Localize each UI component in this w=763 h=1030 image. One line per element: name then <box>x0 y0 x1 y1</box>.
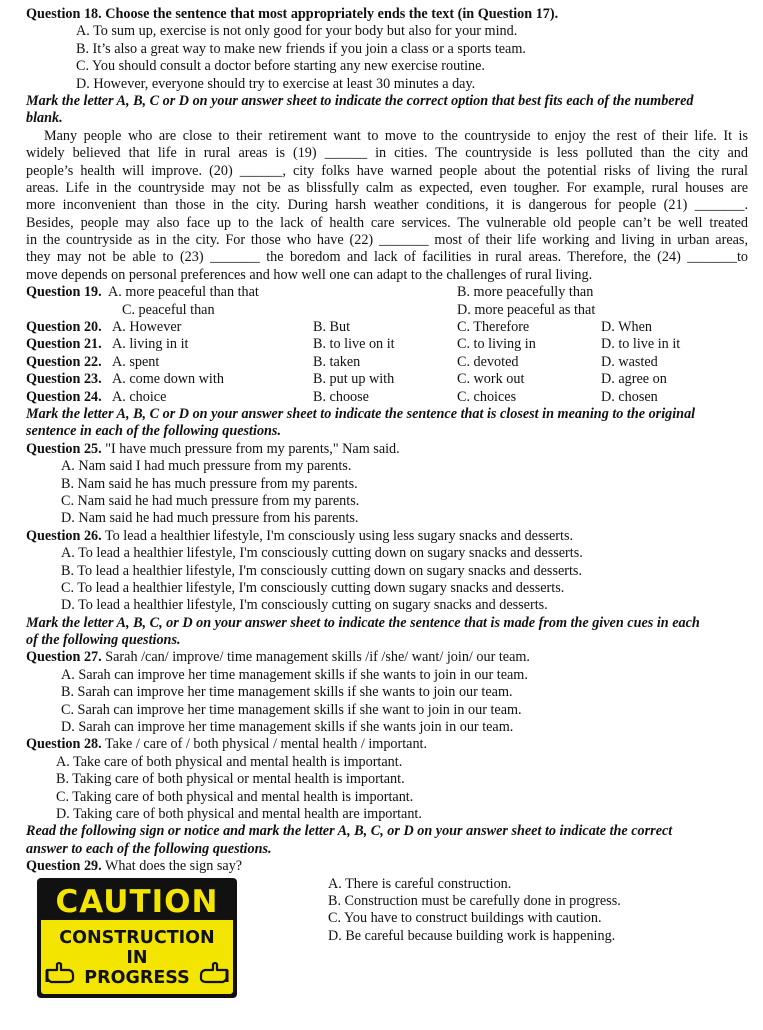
q20-row <box>26 319 748 336</box>
passage-line-2: widely believed that life in rural areas is (19) ______ in cities. The countryside is less polluted than the city and <box>26 145 748 162</box>
passage-line-4: areas. Life in the countryside may not be as blissfully calm as expected, even tougher. For example, rural houses are <box>26 179 748 196</box>
pointing-hand-left-icon <box>45 960 75 984</box>
closest-instruction-line-2: sentence in each of the following questions. <box>26 423 281 440</box>
q25-option-d: D. Nam said he had much pressure from his parents. <box>61 510 359 527</box>
q25-stem-line <box>26 441 748 458</box>
q22-option-c: C. devoted <box>457 353 519 370</box>
passage-line-7: in the countryside as in the city. For those who have (22) _______ most of their life working and living in urban areas, <box>26 232 748 249</box>
closest-instruction-line-1: Mark the letter A, B, C or D on your answer sheet to indicate the sentence that is closest in meaning to the original <box>26 405 696 422</box>
q26-option-b: B. To lead a healthier lifestyle, I'm consciously cutting down on sugary snacks and desserts. <box>61 562 583 579</box>
q21-option-d: D. to live in it <box>601 336 681 353</box>
q21-option-c: C. to living in <box>457 336 536 353</box>
q19-row-1 <box>26 284 748 301</box>
q21-label: Question 21. <box>26 336 102 353</box>
q24-label: Question 24. <box>26 388 102 405</box>
q19-option-a: A. more peaceful than that <box>108 284 259 301</box>
sign-progress-text: PROGRESS <box>84 967 190 988</box>
cloze-instruction-line-2: blank. <box>26 110 63 127</box>
q23-label: Question 23. <box>26 371 102 388</box>
q29-stem: What does the sign say? <box>104 858 243 875</box>
passage-line-6: Besides, people may also face up to the lack of health care services. The vulnerable old people can’t be well treated <box>26 214 748 231</box>
q24-row <box>26 389 748 406</box>
passage-line-9: move depends on personal preferences and how well one can adapt to the challenges of rural living. <box>26 266 593 283</box>
q18-option-d: D. However, everyone should try to exercise at least 30 minutes a day. <box>76 75 476 92</box>
q18-option-b: B. It’s also a great way to make new friends if you join a class or a sports team. <box>76 40 526 57</box>
q19-label: Question 19. <box>26 284 102 301</box>
q24-option-c: C. choices <box>457 388 517 405</box>
q29-options <box>328 876 621 946</box>
q19-row-2 <box>26 302 748 319</box>
q22-row <box>26 354 748 371</box>
sign-construction-text: CONSTRUCTION <box>59 927 215 948</box>
q25-option-b: B. Nam said he has much pressure from my parents. <box>61 475 358 492</box>
q23-option-d: D. agree on <box>601 371 667 388</box>
q29-option-d: D. Be careful because building work is happening. <box>328 927 616 944</box>
q20-option-d: D. When <box>601 319 652 336</box>
q21-option-b: B. to live on it <box>313 336 395 353</box>
q25-option-a: A. Nam said I had much pressure from my parents. <box>61 458 352 475</box>
q20-option-b: B. But <box>313 319 351 336</box>
q20-option-a: A. However <box>112 319 182 336</box>
q25-stem: "I have much pressure from my parents," Nam said. <box>105 440 400 457</box>
q22-option-b: B. taken <box>313 353 361 370</box>
q26-stem: To lead a healthier lifestyle, I'm consciously using less sugary snacks and desserts. <box>104 527 574 544</box>
q26-label: Question 26. <box>26 527 102 544</box>
q27-option-a: A. Sarah can improve her time management skills if she wants to join in our team. <box>61 666 528 683</box>
q26-option-d: D. To lead a healthier lifestyle, I'm consciously cutting on sugary snacks and desserts. <box>61 597 548 614</box>
q29-option-c: C. You have to construct buildings with caution. <box>328 910 602 927</box>
passage-line-8: they may not be able to (23) _______ the boredom and lack of facilities in rural areas. Therefore, the (24) _______to <box>26 249 748 266</box>
cues-instruction-line-2: of the following questions. <box>26 632 181 649</box>
q22-label: Question 22. <box>26 353 102 370</box>
q21-option-a: A. living in it <box>112 336 189 353</box>
q20-option-c: C. Therefore <box>457 319 530 336</box>
q18-stem: Question 18. Choose the sentence that most appropriately ends the text (in Question 17). <box>26 6 559 22</box>
q23-option-b: B. put up with <box>313 371 395 388</box>
q26-option-a: A. To lead a healthier lifestyle, I'm consciously cutting down on sugary snacks and desserts. <box>61 545 583 562</box>
q24-option-a: A. choice <box>112 388 167 405</box>
q19-option-b: B. more peacefully than <box>457 284 594 301</box>
q18-option-a: A. To sum up, exercise is not only good for your body but also for your mind. <box>76 23 518 40</box>
caution-sign <box>37 878 237 998</box>
q22-option-a: A. spent <box>112 353 160 370</box>
q27-option-b: B. Sarah can improve her time management skills if she wants to join our team. <box>61 684 513 701</box>
exam-page <box>26 6 748 1001</box>
q28-option-c: C. Taking care of both physical and mental health is important. <box>56 788 414 805</box>
q18-option-c: C. You should consult a doctor before starting any new exercise routine. <box>76 58 485 75</box>
q26-option-c: C. To lead a healthier lifestyle, I'm consciously cutting down sugary snacks and desserts. <box>61 579 565 596</box>
q20-label: Question 20. <box>26 319 102 336</box>
passage-line-3: people’s health will improve. (20) ______, city folks have warned people about the potential risks of living the rural <box>26 162 748 179</box>
q19-option-c: C. peaceful than <box>122 301 215 318</box>
q28-option-a: A. Take care of both physical and mental health is important. <box>56 753 403 770</box>
q22-option-d: D. wasted <box>601 353 658 370</box>
q27-stem-line <box>26 649 748 666</box>
cloze-instruction-line-1: Mark the letter A, B, C or D on your answer sheet to indicate the correct option that best fits each of the numbered <box>26 92 694 109</box>
q29-block <box>26 876 748 1001</box>
q29-option-b: B. Construction must be carefully done in progress. <box>328 892 621 909</box>
sign-instruction-line-2: answer to each of the following questions. <box>26 840 272 857</box>
q28-option-b: B. Taking care of both physical or mental health is important. <box>56 771 405 788</box>
passage-line-1: Many people who are close to their retirement want to move to the countryside to enjoy the rest of their life. It is <box>44 127 748 144</box>
q29-label: Question 29. <box>26 858 102 875</box>
sign-in-text: IN <box>126 947 148 968</box>
q27-option-c: C. Sarah can improve her time management skills if she want to join in our team. <box>61 701 522 718</box>
q25-option-c: C. Nam said he had much pressure from my parents. <box>61 492 360 509</box>
q24-option-d: D. chosen <box>601 388 658 405</box>
q28-label: Question 28. <box>26 736 102 753</box>
q28-stem-line <box>26 736 748 753</box>
passage-line-5: more inconvenient than those in the city. During harsh weather conditions, it is dangerous for people (21) _______. <box>26 197 748 214</box>
q29-option-a: A. There is careful construction. <box>328 875 512 892</box>
q19-option-d: D. more peaceful as that <box>457 301 596 318</box>
sign-caution-text: CAUTION <box>55 883 219 920</box>
q23-option-a: A. come down with <box>112 371 224 388</box>
q29-stem-line <box>26 858 748 875</box>
q26-stem-line <box>26 528 748 545</box>
sign-instruction-line-1: Read the following sign or notice and mark the letter A, B, C, or D on your answer sheet to indicate the correct <box>26 823 673 840</box>
q28-option-d: D. Taking care of both physical and mental health are important. <box>56 805 422 822</box>
q21-row <box>26 336 748 353</box>
q25-label: Question 25. <box>26 440 102 457</box>
q23-row <box>26 371 748 388</box>
q27-option-d: D. Sarah can improve her time management skills if she wants join in our team. <box>61 719 514 736</box>
q27-label: Question 27. <box>26 649 102 666</box>
pointing-hand-right-icon <box>199 960 229 984</box>
cues-instruction-line-1: Mark the letter A, B, C, or D on your answer sheet to indicate the sentence that is made from the given cues in each <box>26 614 700 631</box>
q24-option-b: B. choose <box>313 388 369 405</box>
q23-option-c: C. work out <box>457 371 525 388</box>
q27-stem: Sarah /can/ improve/ time management skills /if /she/ want/ join/ our team. <box>105 649 530 666</box>
q28-stem: Take / care of / both physical / mental health / important. <box>104 736 428 753</box>
